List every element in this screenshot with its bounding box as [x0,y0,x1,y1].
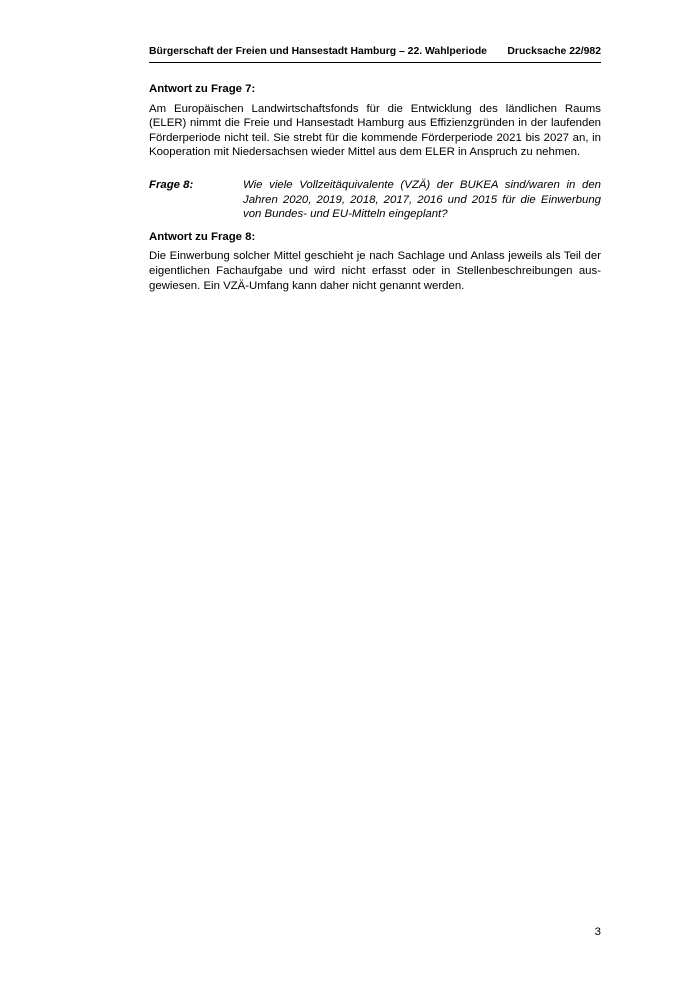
answer-7-text: Am Europäischen Landwirtschaftsfonds für die Entwicklung des ländlichen Raums (ELER) nimmt die Freie und Hansestadt Hamburg aus Effizienzgründen in der laufenden Förderperiode nicht teil. Sie strebt für die kommende Förderperiode 2021 bis 2027 an, in Kooperation mit Niedersachsen wieder Mittel aus dem ELER in Anspruch zu nehmen. [149,102,601,159]
question-8-text: Wie viele Vollzeitäquivalente (VZÄ) der BUKEA sind/waren in den Jahren 2020, 2019, 2018, 2017, 2016 und 2015 für die Einwerbung von Bundes- und EU-Mitteln eingeplant? [243,178,601,221]
document-body [149,82,601,293]
answer-7-heading: Antwort zu Frage 7: [149,83,256,95]
page-number: 3 [594,926,601,938]
question-8-label: Frage 8: [149,178,194,191]
header-title: Bürgerschaft der Freien und Hansestadt Hamburg – 22. Wahlperiode [149,46,487,57]
question-8 [149,178,601,222]
document-number: Drucksache 22/982 [507,46,601,57]
answer-8-heading: Antwort zu Frage 8: [149,230,256,243]
page-header [149,44,601,63]
answer-8-text: Die Einwerbung solcher Mittel geschieht je nach Sachlage und Anlass jeweils als Teil der eigentlichen Fachaufgabe und wird nicht erfasst oder in Stellenbeschreibungen ausgewiesen. Ein VZÄ-Umfang kann daher nicht genannt werden. [149,250,601,292]
